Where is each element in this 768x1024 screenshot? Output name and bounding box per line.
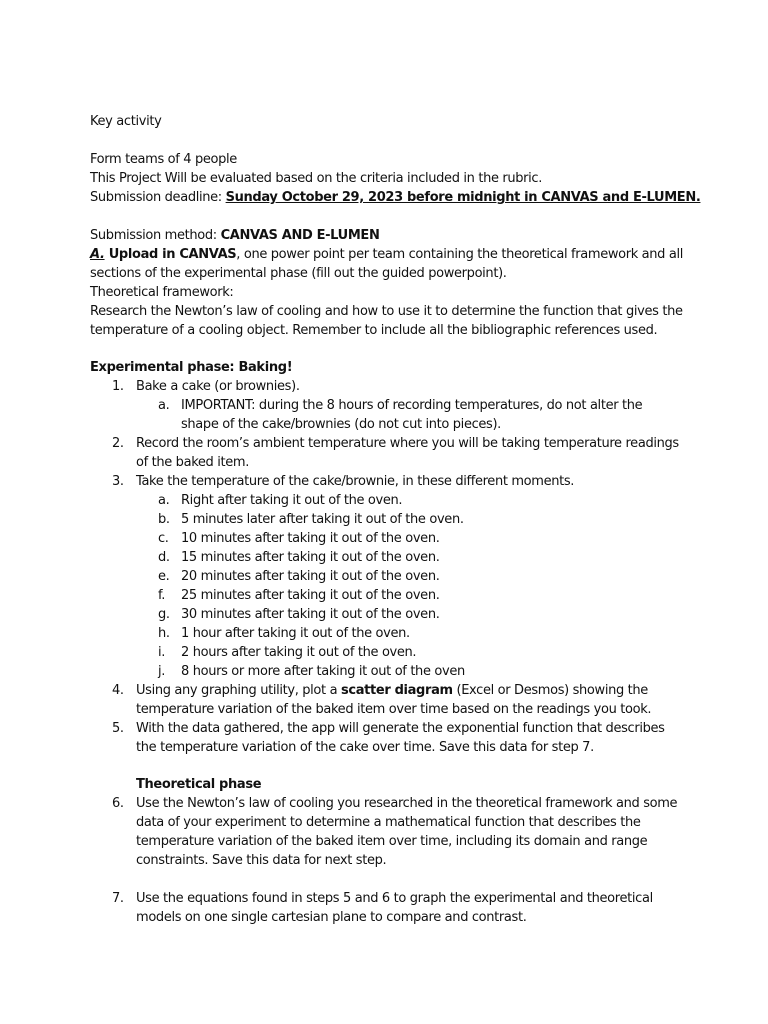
deadline-label: Submission deadline:	[90, 190, 226, 205]
step-7-line-2: models on one single cartesian plane to compare and contrast.	[136, 910, 527, 925]
step-7-number: 7.	[112, 891, 124, 906]
step-4-number: 4.	[112, 683, 124, 698]
step-7-line-1: Use the equations found in steps 5 and 6 to graph the experimental and theoretical	[136, 891, 653, 906]
theoretical-phase-heading: Theoretical phase	[136, 777, 262, 792]
step-5-line-2: the temperature variation of the cake over time. Save this data for step 7.	[136, 740, 594, 755]
moment-letter: d.	[158, 550, 170, 565]
step-1-text: Bake a cake (or brownies).	[136, 379, 300, 394]
moment-letter: b.	[158, 512, 170, 527]
theoretical-framework-line-1: Research the Newton’s law of cooling and how to use it to determine the function that gives the	[90, 304, 683, 319]
theoretical-framework-heading: Theoretical framework:	[90, 285, 234, 300]
step-3-text: Take the temperature of the cake/brownie, in these different moments.	[136, 474, 575, 489]
moment-letter: j.	[158, 664, 166, 679]
deadline-line	[90, 188, 700, 207]
step-5-line-1: With the data gathered, the app will generate the exponential function that describes	[136, 721, 665, 736]
step-2-line-1: Record the room’s ambient temperature where you will be taking temperature readings	[136, 436, 679, 451]
step-6-number: 6.	[112, 796, 124, 811]
step-4-text-pre: Using any graphing utility, plot a	[136, 683, 341, 698]
step-6-line-3: temperature variation of the baked item over time, including its domain and range	[136, 834, 648, 849]
step-3-number: 3.	[112, 474, 124, 489]
evaluation-line: This Project Will be evaluated based on the criteria included in the rubric.	[90, 171, 543, 186]
moment-text: 10 minutes after taking it out of the oven.	[181, 531, 440, 546]
moment-text: 30 minutes after taking it out of the oven.	[181, 607, 440, 622]
moment-text: Right after taking it out of the oven.	[181, 493, 403, 508]
moment-text: 5 minutes later after taking it out of the oven.	[181, 512, 464, 527]
step-1a-line-2: shape of the cake/brownies (do not cut into pieces).	[181, 417, 501, 432]
moment-text: 1 hour after taking it out of the oven.	[181, 626, 410, 641]
submission-method-label: Submission method:	[90, 228, 221, 243]
step-4-line-2: temperature variation of the baked item over time based on the readings you took.	[136, 702, 652, 717]
key-activity-title: Key activity	[90, 114, 162, 129]
teams-line: Form teams of 4 people	[90, 152, 237, 167]
moment-text: 8 hours or more after taking it out of the oven	[181, 664, 465, 679]
upload-canvas-line	[90, 245, 683, 264]
step-6-line-1: Use the Newton’s law of cooling you researched in the theoretical framework and some	[136, 796, 678, 811]
theoretical-framework-line-2: temperature of a cooling object. Remember to include all the bibliographic references used.	[90, 323, 658, 338]
moment-letter: g.	[158, 607, 170, 622]
moment-letter: c.	[158, 531, 169, 546]
experimental-phase-heading: Experimental phase: Baking!	[90, 360, 293, 375]
moment-letter: a.	[158, 493, 170, 508]
step-4-text-post: (Excel or Desmos) showing the	[452, 683, 648, 698]
step-5-number: 5.	[112, 721, 124, 736]
upload-canvas-label: Upload in CANVAS	[104, 247, 237, 262]
step-2-number: 2.	[112, 436, 124, 451]
scatter-diagram-term: scatter diagram	[340, 683, 453, 698]
step-2-line-2: of the baked item.	[136, 455, 249, 470]
submission-method-value: CANVAS AND E-LUMEN	[220, 228, 380, 243]
moment-letter: i.	[158, 645, 166, 660]
moment-text: 15 minutes after taking it out of the oven.	[181, 550, 440, 565]
upload-canvas-line-2: sections of the experimental phase (fill out the guided powerpoint).	[90, 266, 507, 281]
moment-text: 25 minutes after taking it out of the oven.	[181, 588, 440, 603]
moment-letter: f.	[158, 588, 166, 603]
section-a-letter: A.	[90, 247, 105, 262]
step-6-line-4: constraints. Save this data for next step.	[136, 853, 387, 868]
step-1-number: 1.	[112, 379, 124, 394]
step-1a-letter: a.	[158, 398, 170, 413]
moment-letter: h.	[158, 626, 170, 641]
submission-method-line	[90, 226, 380, 245]
deadline-value: Sunday October 29, 2023 before midnight in CANVAS and E-LUMEN.	[225, 190, 701, 205]
upload-canvas-text: , one power point per team containing the theoretical framework and all	[236, 247, 684, 262]
moment-letter: e.	[158, 569, 170, 584]
moment-text: 20 minutes after taking it out of the oven.	[181, 569, 440, 584]
moment-text: 2 hours after taking it out of the oven.	[181, 645, 417, 660]
step-6-line-2: data of your experiment to determine a mathematical function that describes the	[136, 815, 641, 830]
step-1a-line-1: IMPORTANT: during the 8 hours of recording temperatures, do not alter the	[181, 398, 643, 413]
step-4-line-1	[136, 681, 648, 700]
